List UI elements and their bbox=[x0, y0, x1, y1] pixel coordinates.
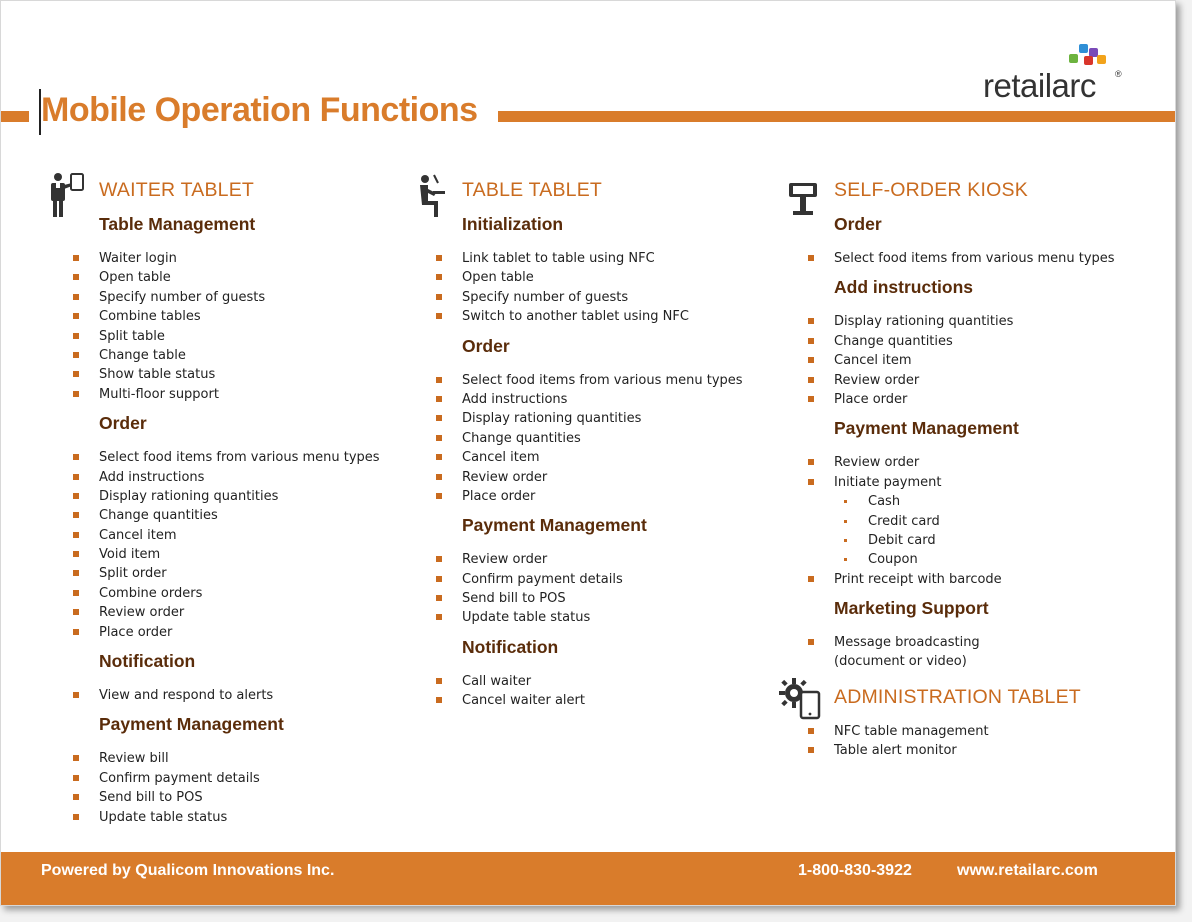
subheading: Payment Management bbox=[462, 515, 647, 536]
list-item: Table alert monitor bbox=[834, 741, 1163, 760]
logo-cube-blue bbox=[1079, 44, 1088, 53]
list-item: Review bill bbox=[99, 749, 385, 768]
feature-list bbox=[462, 550, 766, 628]
list-item: Split order bbox=[99, 564, 385, 583]
list-item: Cancel item bbox=[99, 526, 385, 545]
feature-list bbox=[462, 672, 766, 711]
list-item: Combine tables bbox=[99, 307, 385, 326]
list-item: Multi-floor support bbox=[99, 385, 385, 404]
table-tablet-column bbox=[416, 171, 766, 717]
list-item: Change quantities bbox=[462, 429, 766, 448]
feature-list bbox=[99, 749, 385, 827]
subheading: Notification bbox=[99, 651, 196, 672]
list-item: View and respond to alerts bbox=[99, 686, 385, 705]
retailarc-logo bbox=[981, 41, 1131, 105]
list-item: Add instructions bbox=[462, 390, 766, 409]
logo-wordmark: retailarc bbox=[983, 67, 1096, 104]
list-item: Call waiter bbox=[462, 672, 766, 691]
list-item: Show table status bbox=[99, 365, 385, 384]
sub-list-item: Cash bbox=[834, 492, 1163, 511]
section-title: WAITER TABLET bbox=[99, 179, 255, 201]
feature-list bbox=[99, 249, 385, 404]
list-item: Select food items from various menu types bbox=[462, 371, 766, 390]
list-item: Specify number of guests bbox=[462, 288, 766, 307]
logo-cube-green bbox=[1069, 54, 1078, 63]
list-item: Change quantities bbox=[834, 332, 1163, 351]
subheading: Initialization bbox=[462, 214, 564, 234]
sub-list-item: Credit card bbox=[834, 512, 1163, 531]
list-item: Update table status bbox=[462, 608, 766, 627]
feature-list bbox=[99, 686, 385, 705]
header-rule-left bbox=[1, 111, 29, 122]
list-item: Link tablet to table using NFC bbox=[462, 249, 766, 268]
logo-cube-orange bbox=[1097, 55, 1106, 64]
section-title: TABLE TABLET bbox=[462, 179, 603, 201]
list-item: Send bill to POS bbox=[99, 788, 385, 807]
list-item: Void item bbox=[99, 545, 385, 564]
list-item: Specify number of guests bbox=[99, 288, 385, 307]
list-item: Split table bbox=[99, 327, 385, 346]
list-item: Display rationing quantities bbox=[462, 409, 766, 428]
subheading: Payment Management bbox=[834, 418, 1019, 439]
subheading: Payment Management bbox=[99, 714, 284, 735]
footer-phone: 1-800-830-3922 bbox=[798, 862, 912, 879]
list-item: Cancel item bbox=[834, 351, 1163, 370]
list-item: Switch to another tablet using NFC bbox=[462, 307, 766, 326]
list-item: Open table bbox=[462, 268, 766, 287]
admin-tablet-header bbox=[783, 678, 1163, 712]
list-item: Initiate payment bbox=[834, 473, 1163, 492]
list-item: Place order bbox=[99, 623, 385, 642]
section-title: SELF-ORDER KIOSK bbox=[834, 179, 1028, 201]
registered-mark: ® bbox=[1115, 69, 1122, 79]
feature-list bbox=[99, 448, 385, 642]
subheading: Order bbox=[99, 413, 147, 434]
list-item: Select food items from various menu types bbox=[834, 249, 1163, 268]
footer-website-link[interactable]: www.retailarc.com bbox=[957, 862, 1098, 879]
sub-list-item: Coupon bbox=[834, 550, 1163, 569]
list-item: Review order bbox=[99, 603, 385, 622]
seated-person-icon bbox=[416, 171, 456, 219]
self-order-kiosk-column bbox=[783, 171, 1163, 767]
subheading: Order bbox=[834, 214, 882, 234]
feature-list bbox=[834, 453, 1163, 589]
subheading: Add instructions bbox=[834, 277, 974, 298]
header-rule-right bbox=[498, 111, 1176, 122]
footer-bar bbox=[1, 852, 1176, 906]
list-item: Change quantities bbox=[99, 506, 385, 525]
list-item: Print receipt with barcode bbox=[834, 570, 1163, 589]
section-title: ADMINISTRATION TABLET bbox=[834, 685, 1081, 708]
page-title: Mobile Operation Functions bbox=[41, 91, 478, 129]
table-tablet-header bbox=[416, 171, 766, 205]
list-item: Cancel item bbox=[462, 448, 766, 467]
list-item: Review order bbox=[462, 468, 766, 487]
waiter-icon bbox=[45, 171, 85, 219]
list-item-continuation: (document or video) bbox=[834, 654, 967, 670]
list-item: Select food items from various menu types bbox=[99, 448, 385, 467]
list-item: Confirm payment details bbox=[462, 570, 766, 589]
waiter-tablet-column bbox=[45, 171, 385, 833]
list-item: Open table bbox=[99, 268, 385, 287]
subheading: Order bbox=[462, 335, 510, 356]
subheading: Notification bbox=[462, 636, 559, 657]
list-item: Review order bbox=[834, 371, 1163, 390]
list-item: NFC table management bbox=[834, 722, 1163, 741]
feature-list bbox=[462, 371, 766, 507]
list-item: Cancel waiter alert bbox=[462, 691, 766, 710]
list-item: Change table bbox=[99, 346, 385, 365]
list-item: Display rationing quantities bbox=[834, 312, 1163, 331]
list-item: Place order bbox=[834, 390, 1163, 409]
list-item: Combine orders bbox=[99, 584, 385, 603]
waiter-tablet-header bbox=[45, 171, 385, 205]
list-item: Place order bbox=[462, 487, 766, 506]
feature-list bbox=[834, 249, 1163, 268]
feature-list bbox=[834, 633, 1163, 672]
list-item: Review order bbox=[462, 550, 766, 569]
list-item: Confirm payment details bbox=[99, 769, 385, 788]
list-item: Send bill to POS bbox=[462, 589, 766, 608]
logo-cube-red bbox=[1084, 56, 1093, 65]
subheading: Table Management bbox=[99, 214, 256, 234]
list-item: Message broadcasting bbox=[834, 633, 1163, 652]
list-item: Update table status bbox=[99, 808, 385, 827]
feature-list bbox=[462, 249, 766, 327]
list-item: Waiter login bbox=[99, 249, 385, 268]
sub-list-item: Debit card bbox=[834, 531, 1163, 550]
feature-list bbox=[834, 312, 1163, 409]
list-item: Display rationing quantities bbox=[99, 487, 385, 506]
kiosk-icon bbox=[783, 171, 823, 219]
footer-credit: Powered by Qualicom Innovations Inc. bbox=[41, 862, 335, 879]
list-item: Review order bbox=[834, 453, 1163, 472]
admin-gear-tablet-icon bbox=[777, 676, 825, 724]
kiosk-header bbox=[783, 171, 1163, 205]
feature-list bbox=[834, 722, 1163, 761]
subheading: Marketing Support bbox=[834, 598, 989, 619]
list-item: Add instructions bbox=[99, 468, 385, 487]
